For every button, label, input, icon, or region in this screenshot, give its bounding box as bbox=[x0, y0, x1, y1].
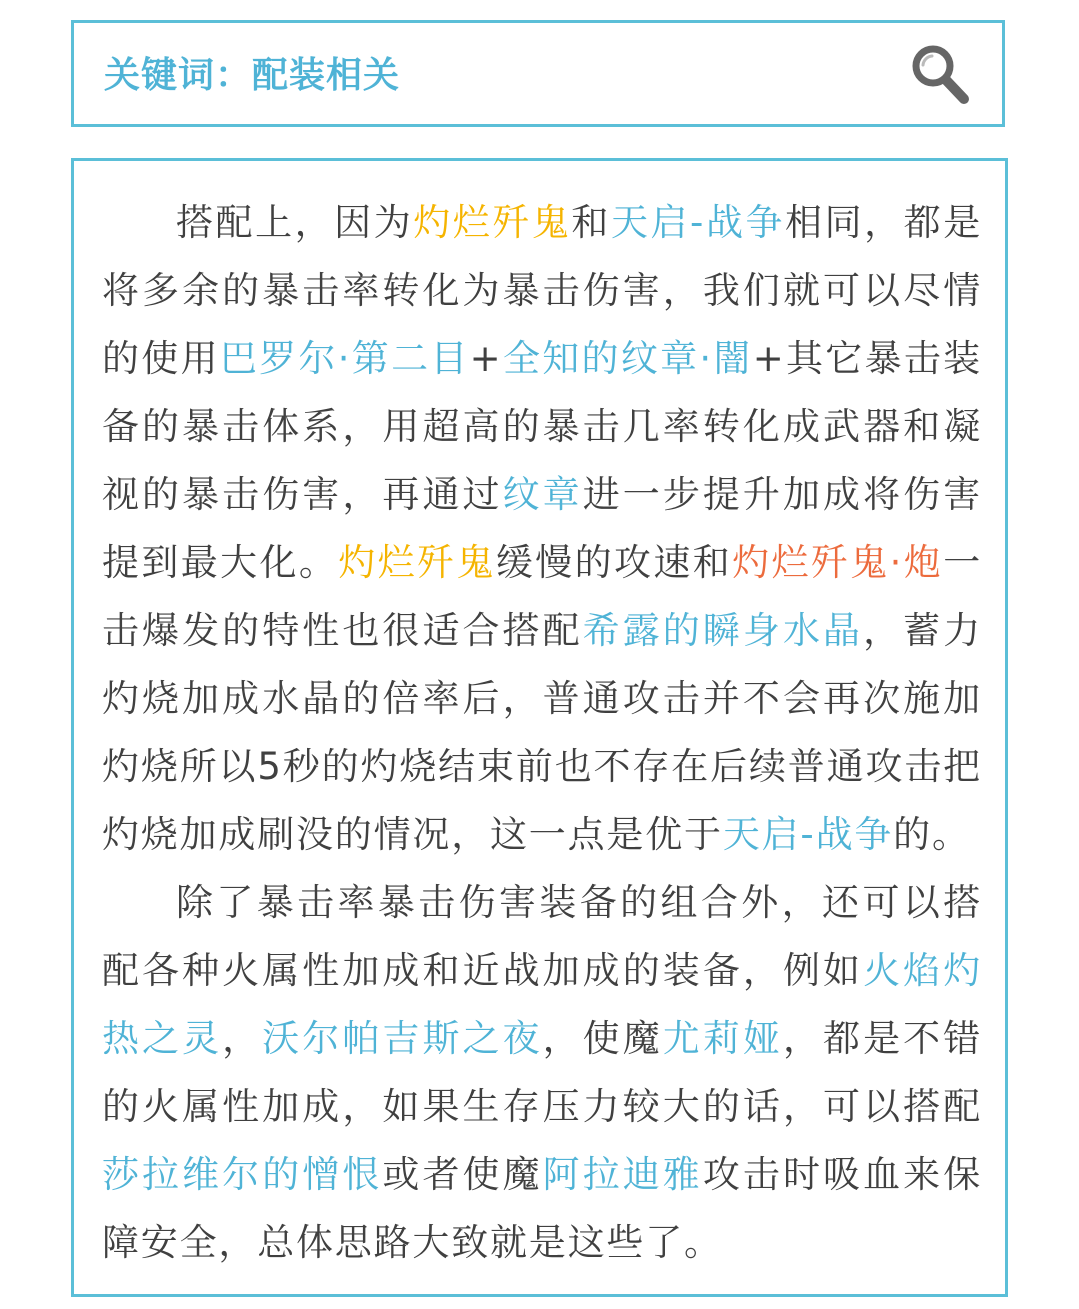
item-name-link: 天启-战争 bbox=[722, 813, 894, 856]
item-name-link: 巴罗尔·第二目 bbox=[219, 337, 470, 380]
paragraph-2 bbox=[102, 869, 982, 1277]
item-name-link: 灼烂歼鬼 bbox=[338, 541, 496, 584]
text-segment: 一击爆发的特性也很适合搭配 bbox=[102, 541, 982, 652]
search-icon[interactable] bbox=[908, 41, 972, 107]
text-segment: 进一步提升加成将伤害提到最大化。 bbox=[102, 473, 983, 584]
text-segment: 攻击时吸血来保障安全，总体思路大致就是这些了。 bbox=[102, 1153, 983, 1264]
item-name-link: 莎拉维尔的憎恨 bbox=[102, 1153, 383, 1196]
keyword-title: 关键词：配装相关 bbox=[104, 55, 401, 96]
text-segment: ，都是不错的火属性加成，如果生存压力较大的话，可以搭配 bbox=[102, 1017, 982, 1128]
text-segment: 除了暴击率暴击伤害装备的组合外，还可以搭配各种火属性加成和近战加成的装备，例如 bbox=[102, 881, 982, 992]
text-segment: 和 bbox=[571, 201, 611, 244]
paragraph-1 bbox=[102, 189, 982, 869]
article-body bbox=[71, 158, 1008, 1297]
item-name-link: 灼烂歼鬼 bbox=[413, 201, 572, 244]
text-segment: ，蓄力灼烧加成水晶的倍率后，普通攻击并不会再次施加灼烧所以5秒的灼烧结束前也不存在后续普通攻击把灼烧加成刷没的情况，这一点是优于 bbox=[102, 609, 982, 856]
item-name-link: 沃尔帕吉斯之夜 bbox=[262, 1017, 543, 1060]
item-name-link: 灼烂歼鬼·炮 bbox=[732, 541, 944, 584]
item-name-link: 全知的纹章·闇 bbox=[502, 337, 753, 380]
text-segment: ，使魔 bbox=[542, 1017, 663, 1060]
item-name-link: 火焰灼热之灵 bbox=[102, 949, 982, 1060]
item-name-link: 纹章 bbox=[502, 473, 583, 516]
text-segment: 相同，都是将多余的暴击率转化为暴击伤害，我们就可以尽情的使用 bbox=[102, 201, 982, 380]
item-name-link: 尤莉娅 bbox=[662, 1017, 783, 1060]
text-segment: + bbox=[469, 337, 503, 380]
text-segment: ， bbox=[222, 1017, 263, 1060]
keyword-header bbox=[71, 20, 1005, 127]
text-segment: 的。 bbox=[893, 813, 971, 856]
item-name-link: 希露的瞬身水晶 bbox=[582, 609, 864, 652]
text-segment: 搭配上，因为 bbox=[176, 201, 414, 244]
item-name-link: 阿拉迪雅 bbox=[542, 1153, 703, 1196]
text-segment: 缓慢的攻速和 bbox=[495, 541, 733, 584]
text-segment: 或者使魔 bbox=[382, 1153, 543, 1196]
article-text bbox=[102, 189, 982, 1277]
item-name-link: 天启-战争 bbox=[610, 201, 786, 244]
text-segment: +其它暴击装备的暴击体系，用超高的暴击几率转化成武器和凝视的暴击伤害，再通过 bbox=[102, 337, 982, 516]
